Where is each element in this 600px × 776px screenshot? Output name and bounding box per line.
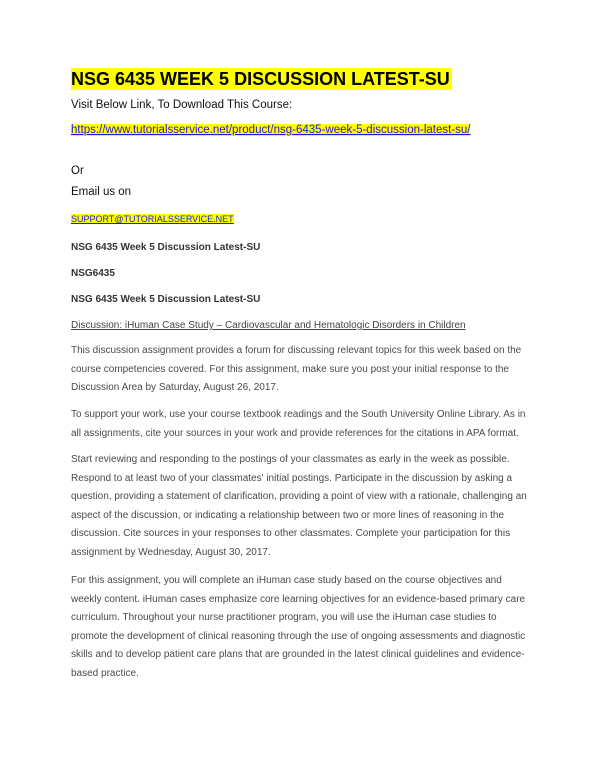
visit-text: Visit Below Link, To Download This Course: bbox=[71, 99, 293, 111]
course-code: NSG6435 bbox=[71, 268, 115, 279]
or-text: Or bbox=[71, 165, 84, 177]
discussion-title: Discussion: iHuman Case Study – Cardiovascular and Hematologic Disorders in Children bbox=[71, 320, 466, 331]
paragraph-3: Start reviewing and responding to the postings of your classmates as early in the week as possible. Respond to at least two of your classmates' initial postings. Participate in the discussion by asking a question, providing a statement of clarification, providing a point of view with a rationale, challenging an aspect of the discussion, or indicating a relationship between two or more lines of reasoning in the discussion. Cite sources in your responses to other classmates. Complete your participation for this assignment by Wednesday, August 30, 2017. bbox=[71, 454, 527, 558]
paragraph-2: To support your work, use your course textbook readings and the South University Online Library. As in all assignments, cite your sources in your work and provide references for the citations in APA format. bbox=[71, 409, 526, 439]
email-link[interactable]: SUPPORT@TUTORIALSSERVICE.NET bbox=[71, 214, 234, 224]
email-link-line bbox=[71, 214, 234, 224]
paragraph-1: This discussion assignment provides a forum for discussing relevant topics for this week based on the course competencies covered. For this assignment, make sure you post your initial response to the Discussion Area by Saturday, August 26, 2017. bbox=[71, 345, 522, 394]
course-link-line bbox=[71, 124, 470, 136]
title-wrap bbox=[71, 68, 452, 90]
course-heading-1: NSG 6435 Week 5 Discussion Latest-SU bbox=[71, 242, 261, 253]
course-heading-2: NSG 6435 Week 5 Discussion Latest-SU bbox=[71, 294, 261, 305]
paragraph-4: For this assignment, you will complete an iHuman case study based on the course objectives and weekly content. iHuman cases emphasize core learning objectives for an evidence-based primary care curriculum. Throughout your nurse practitioner program, you will use the iHuman case studies to promote the development of clinical reasoning through the use of ongoing assessments and diagnostic skills and to develop patient care plans that are grounded in the latest clinical guidelines and evidence-based practice. bbox=[71, 575, 526, 679]
email-text: Email us on bbox=[71, 186, 132, 198]
page-title: NSG 6435 WEEK 5 DISCUSSION LATEST-SU bbox=[71, 69, 450, 89]
course-link[interactable]: https://www.tutorialsservice.net/product/nsg-6435-week-5-discussion-latest-su/ bbox=[71, 124, 471, 136]
